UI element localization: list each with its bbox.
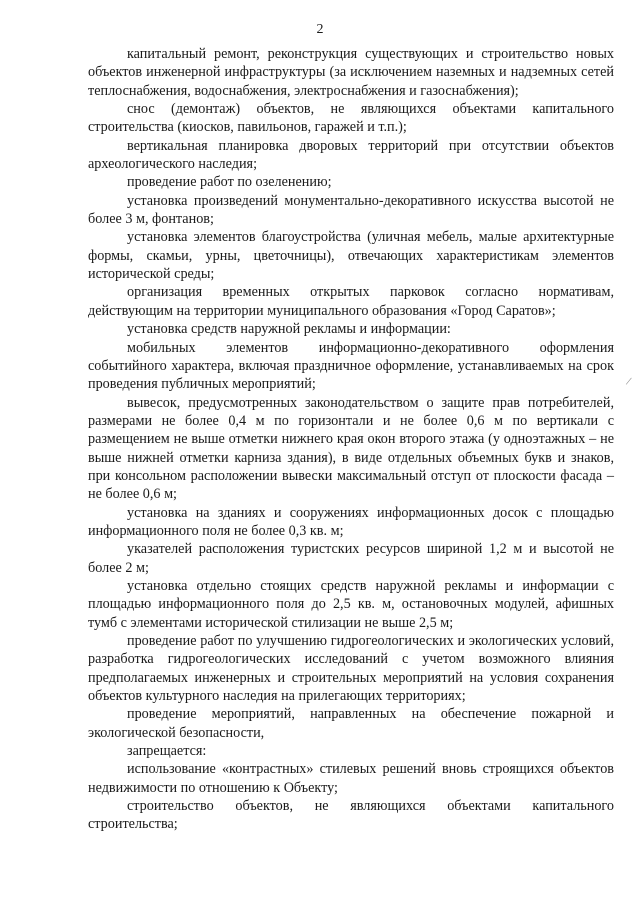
- paragraph: запрещается:: [127, 743, 207, 760]
- paragraph: установка средств наружной рекламы и информации:: [127, 321, 451, 338]
- paragraph: организация временных открытых парковок согласно нормативам, действующим на территории муниципального образования «Город Саратов»;: [88, 284, 614, 319]
- document-body: [88, 45, 614, 834]
- paragraph: капитальный ремонт, реконструкция существующих и строительство новых объектов инженерной инфраструктуры (за исключением наземных и надземных сетей теплоснабжения, водоснабжения, электроснабжения и газоснабжения);: [88, 46, 614, 99]
- margin-mark: /: [624, 373, 633, 389]
- paragraph: вертикальная планировка дворовых территорий при отсутствии объектов археологического наследия;: [88, 137, 614, 173]
- paragraph: строительство объектов, не являющихся объектами капитального строительства;: [88, 798, 614, 833]
- paragraph: установка элементов благоустройства (уличная мебель, малые архитектурные формы, скамьи, урны, цветочницы), отвечающих характеристикам элементов исторической среды;: [88, 229, 614, 283]
- paragraph: проведение работ по озеленению;: [127, 174, 332, 191]
- paragraph: вывесок, предусмотренных законодательством о защите прав потребителей, размерами не более 0,4 м по горизонтали и не более 0,6 м по вертикали с размещением не выше отметки нижнего края окон второго этажа (у одноэтажных – не выше нижней отметки карниза здания), в виде отдельных объемных букв и знаков, при консольном расположении вывески максимальный отступ от плоскости фасада – не более 0,6 м;: [88, 394, 614, 503]
- paragraph: снос (демонтаж) объектов, не являющихся объектами капитального строительства (киосков, павильонов, гаражей и т.п.);: [88, 101, 614, 136]
- page-number: 2: [316, 22, 324, 37]
- paragraph: установка отдельно стоящих средств наружной рекламы и информации с площадью информационного поля до 2,5 кв. м, остановочных модулей, афишных тумб с элементами исторической стилизации не выше 2,5 м;: [88, 577, 614, 631]
- paragraph: проведение работ по улучшению гидрогеологических и экологических условий, разработка гидрогеологических исследований с учетом возможного влияния предполагаемых инженерных и строительных мероприятий на условия сохранения объектов культурного наследия на прилегающих территориях;: [88, 633, 614, 705]
- paragraph: установка на зданиях и сооружениях информационных досок с площадью информационного поля не более 0,3 кв. м;: [88, 504, 614, 539]
- paragraph: использование «контрастных» стилевых решений вновь строящихся объектов недвижимости по отношению к Объекту;: [88, 761, 614, 796]
- paragraph: указателей расположения туристских ресурсов шириной 1,2 м и высотой не более 2 м;: [88, 541, 614, 576]
- paragraph: проведение мероприятий, направленных на обеспечение пожарной и экологической безопасности,: [88, 706, 614, 741]
- paragraph: мобильных элементов информационно-декоративного оформления событийного характера, включая праздничное оформление, устанавливаемых на срок проведения публичных мероприятий;: [88, 339, 614, 393]
- paragraph: установка произведений монументально-декоративного искусства высотой не более 3 м, фонтанов;: [88, 192, 614, 228]
